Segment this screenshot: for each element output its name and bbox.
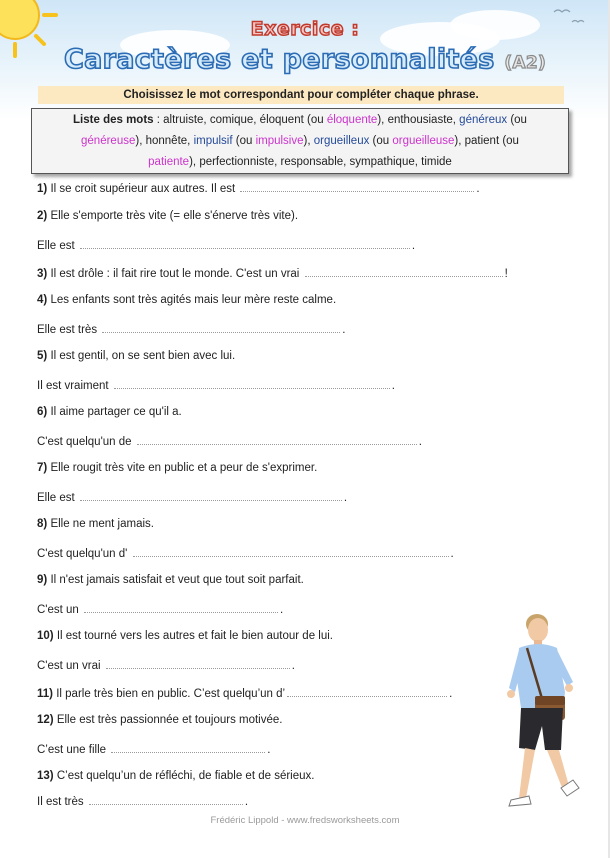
page-title (0, 44, 610, 75)
exercise-line (37, 322, 345, 336)
word-feminine: impulsive (255, 135, 304, 147)
answer-blank[interactable] (102, 322, 340, 333)
sentence-end: . (476, 183, 480, 195)
exercise-line (37, 210, 298, 222)
sentence-text: C'est un vrai (37, 660, 101, 672)
sentence-text: Elle est très (37, 324, 98, 336)
main-title-text: Caractères et personnalités (63, 44, 495, 75)
exercise-line (37, 794, 248, 808)
exercise-line (37, 742, 270, 756)
exercise-line (37, 574, 304, 586)
exercise-line (37, 686, 452, 700)
sentence-text: C’est quelqu’un de réfléchi, de fiable et de sérieux. (56, 770, 315, 782)
exercise-line (37, 350, 235, 362)
sentence-text: Il aime partager ce qu'il a. (50, 406, 182, 418)
instruction-banner: Choisissez le mot correspondant pour compléter chaque phrase. (38, 86, 564, 104)
sentence-text: Il est très (37, 796, 84, 808)
item-number: 3) (37, 268, 48, 280)
sentence-text: Les enfants sont très agités mais leur mère reste calme. (50, 294, 337, 306)
word-feminine: généreuse (81, 135, 136, 147)
exercise-line (37, 406, 182, 418)
item-number: 4) (37, 294, 48, 306)
sentence-end: . (391, 380, 395, 392)
exercise-title: Exercice : (250, 18, 360, 40)
word-text: ), (303, 135, 314, 147)
sentence-text: Il parle très bien en public. C’est quelqu’un d’ (56, 688, 286, 700)
sentence-text: Il est vraiment (37, 380, 109, 392)
answer-blank[interactable] (287, 686, 447, 697)
exercise-line (37, 546, 454, 560)
exercise-line (37, 518, 154, 530)
item-number: 13) (37, 770, 54, 782)
item-number: 8) (37, 518, 48, 530)
exercise-line (37, 266, 508, 280)
exercise-line (37, 462, 317, 474)
sentence-text: C’est une fille (37, 744, 107, 756)
sentence-text: Elle est très passionnée et toujours motivée. (56, 714, 283, 726)
exercise-line (37, 490, 347, 504)
sentence-end: . (342, 324, 346, 336)
item-number: 5) (37, 350, 48, 362)
sentence-text: Il est tourné vers les autres et fait le bien autour de lui. (56, 630, 333, 642)
word-text: altruiste, comique, éloquent (ou (163, 114, 327, 126)
word-masculine: impulsif (193, 135, 233, 147)
sentence-text: Elle est (37, 240, 75, 252)
word-text: (ou (507, 114, 527, 126)
sentence-end: . (450, 548, 454, 560)
item-number: 6) (37, 406, 48, 418)
word-text: (ou (232, 135, 256, 147)
sentence-end: . (449, 688, 453, 700)
answer-blank[interactable] (137, 434, 417, 445)
answer-blank[interactable] (240, 181, 474, 192)
exercise-line (37, 602, 283, 616)
sentence-text: Elle rougit très vite en public et a peur de s'exprimer. (50, 462, 318, 474)
exercise-line (37, 658, 295, 672)
man-with-bag-illustration (495, 610, 590, 820)
item-number: 2) (37, 210, 48, 222)
sentence-text: C'est un (37, 604, 79, 616)
sentence-text: Il n'est jamais satisfait et veut que tout soit parfait. (50, 574, 304, 586)
item-number: 9) (37, 574, 48, 586)
item-number: 1) (37, 183, 48, 195)
sentence-text: C'est quelqu'un de (37, 436, 132, 448)
sentence-end: . (343, 492, 348, 504)
word-masculine: généreux (459, 114, 508, 126)
exercise-line (37, 434, 422, 448)
sentence-end: . (244, 796, 249, 808)
answer-blank[interactable] (305, 266, 503, 277)
word-feminine: patiente (148, 156, 190, 168)
answer-blank[interactable] (80, 238, 410, 249)
sentence-text: Il est gentil, on se sent bien avec lui. (50, 350, 236, 362)
sentence-text: Il est drôle : il fait rire tout le monde. C'est un vrai (50, 268, 300, 280)
item-number: 11) (37, 688, 53, 700)
exercise-line (37, 294, 336, 306)
sentence-end: ! (504, 268, 508, 280)
word-list-box: Liste des mots : altruiste, comique, éloquent (ou éloquente), enthousiaste, généreux (ou généreuse), honnête, impulsif (ou impulsive), orgueilleux (ou orgueilleuse), patient (ou patiente), perfectionniste, responsable, sympathique, timide (31, 108, 569, 174)
answer-blank[interactable] (114, 378, 390, 389)
answer-blank[interactable] (133, 546, 449, 557)
word-list-label: Liste des mots (73, 114, 154, 126)
answer-blank[interactable] (89, 794, 243, 805)
word-feminine: éloquente (326, 114, 378, 126)
sentence-text: Elle ne ment jamais. (50, 518, 154, 530)
sentence-end: . (280, 604, 284, 616)
sentence-text: Elle est (37, 492, 75, 504)
sentence-end: . (291, 660, 295, 672)
word-text: ), honnête, (135, 135, 194, 147)
exercise-line (37, 378, 395, 392)
answer-blank[interactable] (111, 742, 265, 753)
item-number: 7) (37, 462, 48, 474)
sentence-text: C'est quelqu'un d' (37, 548, 128, 560)
word-feminine: orgueilleuse (392, 135, 455, 147)
sentence-end: . (418, 436, 422, 448)
level-badge: (A2) (504, 53, 547, 73)
sentence-text: Il se croit supérieur aux autres. Il est (50, 183, 236, 195)
sentence-end: . (267, 744, 271, 756)
answer-blank[interactable] (80, 490, 342, 501)
exercise-line (37, 770, 314, 782)
exercise-line (37, 181, 480, 195)
word-text: ), enthousiaste, (377, 114, 460, 126)
footer-credit: Frédéric Lippold - www.fredsworksheets.com (210, 815, 400, 826)
word-masculine: orgueilleux (313, 135, 370, 147)
exercise-line (37, 238, 415, 252)
item-number: 12) (37, 714, 54, 726)
answer-blank[interactable] (106, 658, 290, 669)
item-number: 10) (37, 630, 54, 642)
word-text: (ou (369, 135, 393, 147)
word-text: ), patient (ou (454, 135, 519, 147)
exercise-line (37, 630, 333, 642)
word-text: ), perfectionniste, responsable, sympathique, timide (189, 156, 452, 168)
sentence-text: Elle s'emporte très vite (= elle s'énerve très vite). (50, 210, 299, 222)
sentence-end: . (411, 240, 416, 252)
exercise-line (37, 714, 282, 726)
answer-blank[interactable] (84, 602, 278, 613)
